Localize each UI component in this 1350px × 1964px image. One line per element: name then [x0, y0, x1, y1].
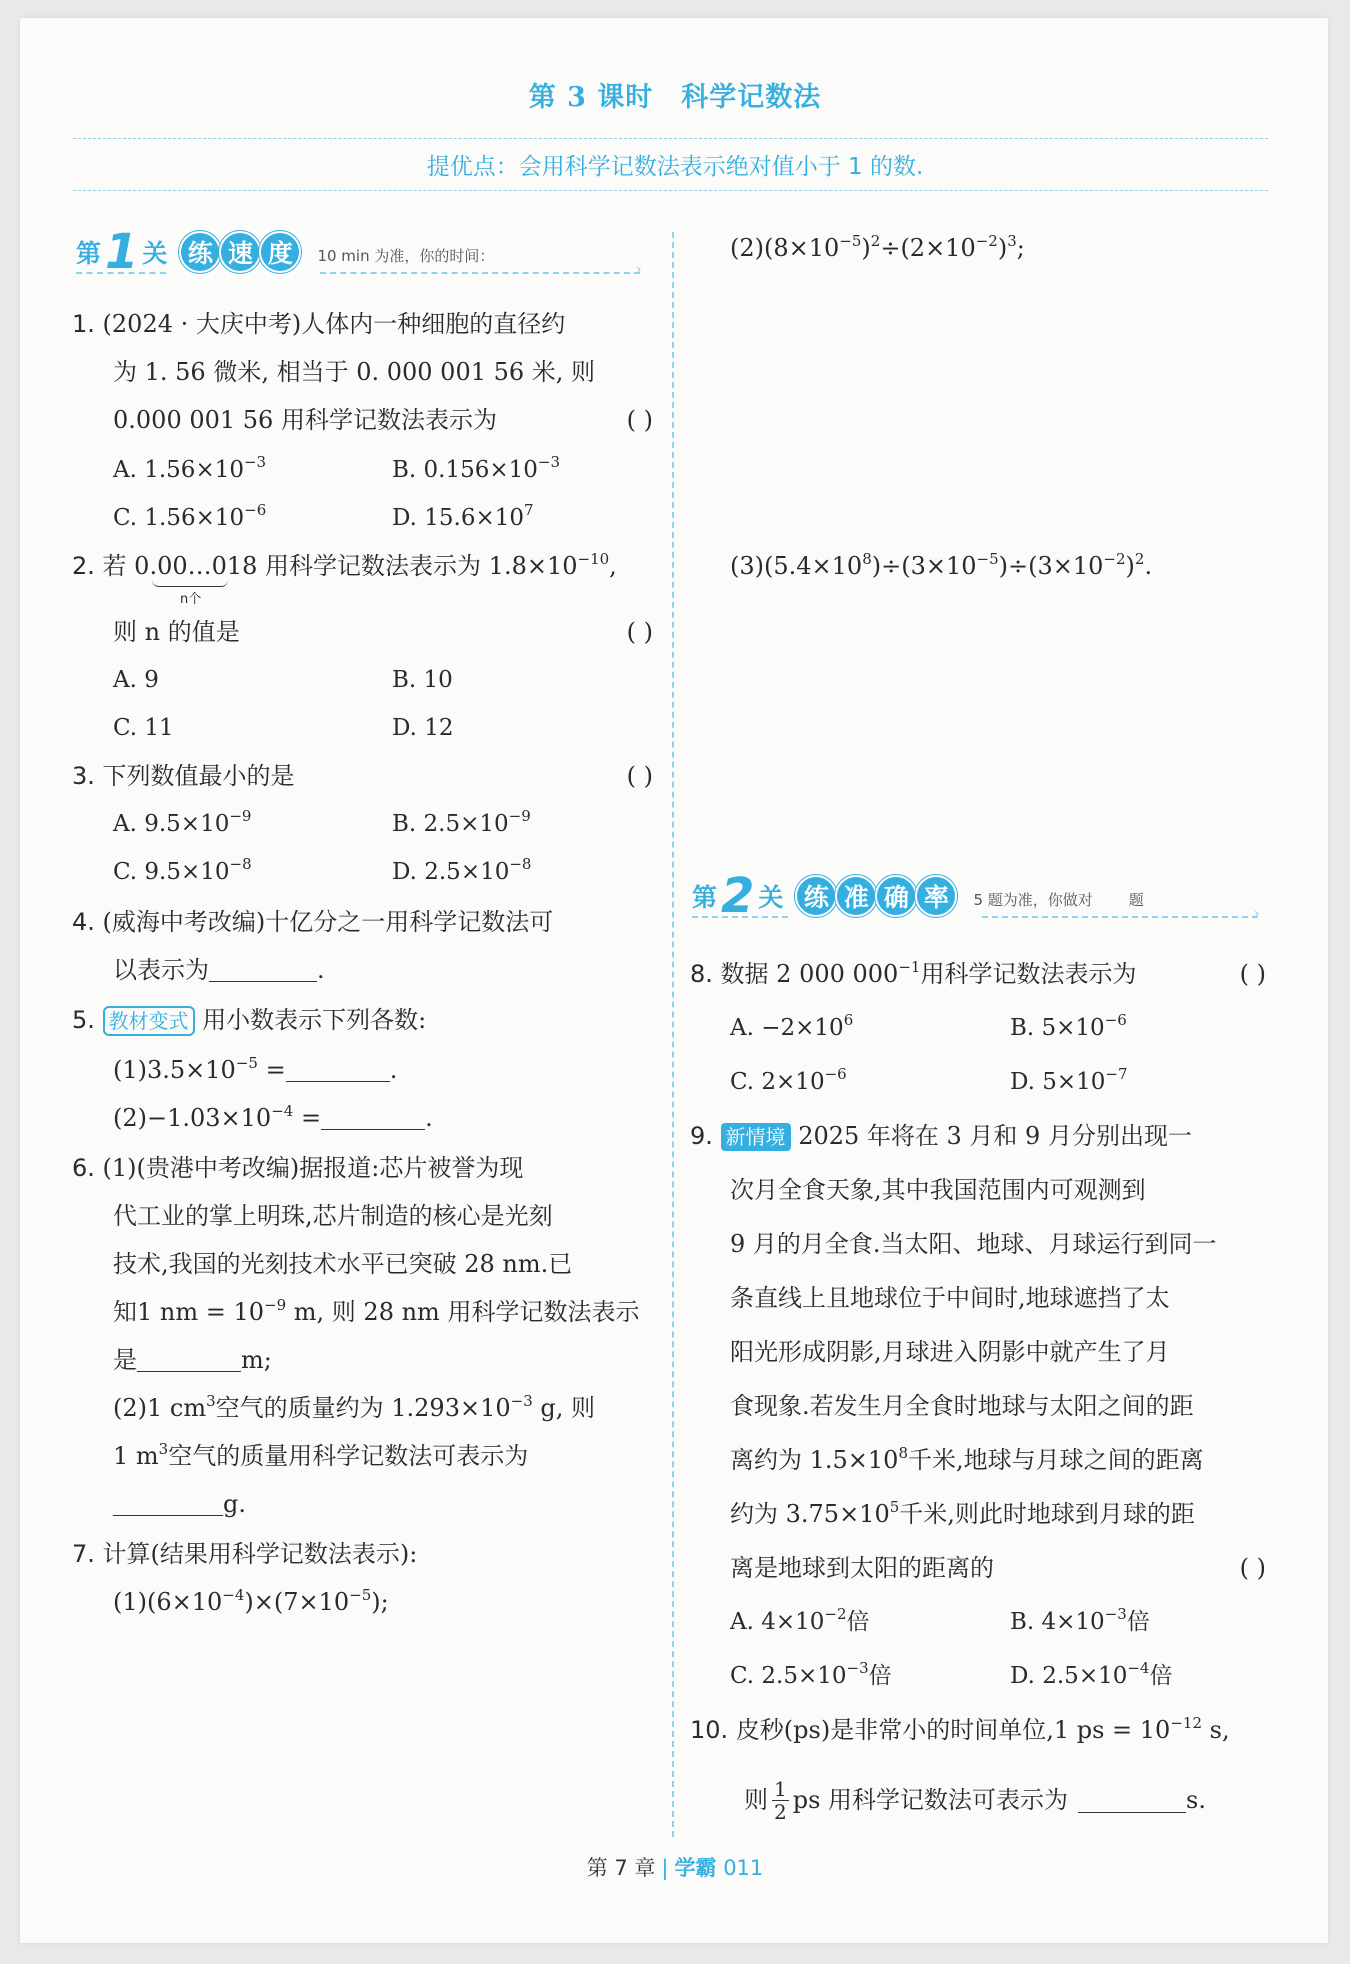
question-5-part-2: $(2)-1.03\times 10^{-4}$ = .	[113, 1102, 433, 1132]
question-7-part-2: $(2)(8\times 10^{-5})^2\div(2\times 10^{-2})^3$;	[730, 232, 1025, 262]
question-6-line: 1 $m^3$空气的质量用科学记数法可表示为	[113, 1440, 529, 1470]
option-c: C. $2\times 10^{-6}$	[730, 1065, 847, 1095]
option-c: C. 11	[113, 715, 174, 741]
option-c: C. $2.5\times 10^{-3}$倍	[730, 1659, 892, 1689]
option-a: A. $9.5\times 10^{-9}$	[113, 807, 252, 837]
option-a: A. $1.56\times 10^{-3}$	[113, 453, 267, 483]
answer-blank[interactable]	[137, 1347, 241, 1372]
question-9-line: 约为 $3.75\times 10^5$千米,则此时地球到月球的距	[730, 1498, 1195, 1528]
section-underline	[982, 916, 1258, 918]
option-d: D. $15.6\times 10^7$	[392, 501, 534, 531]
question-4-line: 以表示为 .	[113, 956, 325, 984]
question-9-line: 条直线上且地球位于中间时,地球遮挡了太	[730, 1284, 1170, 1312]
new-scenario-tag: 新情境	[721, 1123, 791, 1151]
fraction: $\frac{1}{2}$	[774, 1776, 787, 1824]
option-b: B. $4\times 10^{-3}$倍	[1010, 1605, 1150, 1635]
arrow-icon: ›	[1254, 906, 1260, 922]
question-6-line: (2)1 $cm^3$空气的质量约为 $1.293\times 10^{-3}$ g, 则	[113, 1392, 595, 1422]
question-6: 6. (1)(贵港中考改编)据报道:芯片被誉为现	[72, 1154, 524, 1182]
divider	[73, 190, 1268, 191]
question-10: 10. 皮秒(ps)是非常小的时间单位,1 ps = $10^{-12}$ s,	[690, 1714, 1230, 1744]
question-4: 4. (威海中考改编)十亿分之一用科学记数法可	[72, 908, 554, 936]
option-d: D. $2.5\times 10^{-8}$	[392, 855, 532, 885]
question-9-line: 次月全食天象,其中我国范围内可观测到	[730, 1176, 1146, 1204]
question-2: 2. 若 0.00…018 用科学记数法表示为 $1.8\times 10^{-10}$,	[72, 550, 617, 580]
option-d: D. $5\times 10^{-7}$	[1010, 1065, 1128, 1095]
question-6-line: 是 m;	[113, 1346, 272, 1374]
answer-paren: ( )	[626, 406, 653, 434]
question-8: 8. 数据 2 000 $000^{-1}$用科学记数法表示为 ( )	[690, 950, 1266, 998]
question-1: 1. (2024 · 大庆中考)人体内一种细胞的直径约	[72, 310, 566, 338]
section-2-note-end: 题	[1128, 890, 1144, 909]
question-9-line: 离是地球到太阳的距离的 ( )	[730, 1544, 1266, 1592]
key-point-text: 提优点：会用科学记数法表示绝对值小于 1 的数.	[426, 154, 924, 180]
question-3: 3. 下列数值最小的是 ( )	[72, 752, 653, 800]
question-1-line: 为 1. 56 微米, 相当于 0. 000 001 56 米, 则	[113, 358, 596, 386]
option-c: C. $9.5\times 10^{-8}$	[113, 855, 252, 885]
brace-label: n个	[180, 592, 202, 607]
question-6-line: 知1 nm = $10^{-9}$ m, 则 28 nm 用科学记数法表示	[113, 1296, 640, 1326]
option-b: B. 10	[392, 667, 453, 693]
answer-blank[interactable]	[113, 1491, 223, 1516]
section-1-note: 10 min 为准，你的时间：	[317, 246, 495, 265]
question-9-line: 食现象.若发生月全食时地球与太阳之间的距	[730, 1392, 1194, 1420]
section-2-header: 第 2 关 练 准 确 率 5 题为准，你做对 题	[692, 868, 1144, 924]
question-7: 7. 计算(结果用科学记数法表示):	[72, 1540, 418, 1568]
answer-blank[interactable]	[286, 1057, 390, 1082]
question-2-line: 则 n 的值是 ( )	[113, 608, 653, 656]
divider	[73, 138, 1268, 139]
question-9-line: 离约为 $1.5\times 10^8$千米,地球与月球之间的距离	[730, 1444, 1204, 1474]
question-6-line: g.	[113, 1480, 246, 1528]
textbook-variant-tag: 教材变式	[103, 1006, 195, 1036]
option-b: B. $5\times 10^{-6}$	[1010, 1011, 1127, 1041]
option-a: A. $-2\times 10^6$	[730, 1011, 854, 1041]
page-title: 第 3 课时 科学记数法	[528, 82, 822, 113]
answer-blank[interactable]	[1078, 1788, 1186, 1813]
question-1-line: 0.000 001 56 用科学记数法表示为 ( )	[113, 396, 653, 444]
option-b: B. $0.156\times 10^{-3}$	[392, 453, 561, 483]
option-a: A. 9	[113, 667, 159, 693]
option-c: C. $1.56\times 10^{-6}$	[113, 501, 267, 531]
answer-paren: ( )	[1239, 960, 1266, 988]
section-1-header: 第 1 关 练 速 度 10 min 为准，你的时间：	[76, 224, 495, 280]
answer-blank[interactable]	[209, 957, 317, 982]
question-6-line: 代工业的掌上明珠,芯片制造的核心是光刻	[113, 1202, 553, 1230]
page-footer: 第 7 章 | 学霸 011	[586, 1856, 764, 1880]
question-6-line: 技术,我国的光刻技术水平已突破 28 nm.已	[113, 1250, 573, 1278]
question-9-line: 9 月的月全食.当太阳、地球、月球运行到同一	[730, 1230, 1217, 1258]
option-d: D. $2.5\times 10^{-4}$倍	[1010, 1659, 1173, 1689]
answer-paren: ( )	[626, 762, 653, 790]
brace-mark	[152, 580, 228, 587]
answer-paren: ( )	[1239, 1554, 1266, 1582]
option-b: B. $2.5\times 10^{-9}$	[392, 807, 531, 837]
section-underline	[692, 916, 788, 918]
arrow-icon: ›	[636, 262, 642, 278]
answer-paren: ( )	[626, 618, 653, 646]
option-a: A. $4\times 10^{-2}$倍	[730, 1605, 870, 1635]
section-2-note: 5 题为准，你做对	[973, 890, 1093, 909]
question-7-part-1: $(1)(6\times 10^{-4})\times(7\times 10^{-5})$;	[113, 1586, 389, 1616]
question-7-part-3: $(3)(5.4\times 10^8)\div(3\times 10^{-5})\div(3\times 10^{-2})^2$.	[730, 550, 1153, 580]
section-underline	[76, 272, 166, 274]
question-5: 5. 教材变式 用小数表示下列各数:	[72, 1006, 427, 1034]
question-9-line: 阳光形成阴影,月球进入阴影中就产生了月	[730, 1338, 1170, 1366]
question-10-line: 则 $\frac{1}{2}$ ps 用科学记数法可表示为 s.	[744, 1776, 1206, 1824]
section-underline	[320, 272, 640, 274]
question-5-part-1: $(1)3.5\times 10^{-5}$ = .	[113, 1054, 398, 1084]
answer-blank[interactable]	[321, 1105, 425, 1130]
column-divider	[672, 232, 674, 1837]
question-9: 9. 新情境 2025 年将在 3 月和 9 月分别出现一	[690, 1122, 1192, 1150]
option-d: D. 12	[392, 715, 454, 741]
